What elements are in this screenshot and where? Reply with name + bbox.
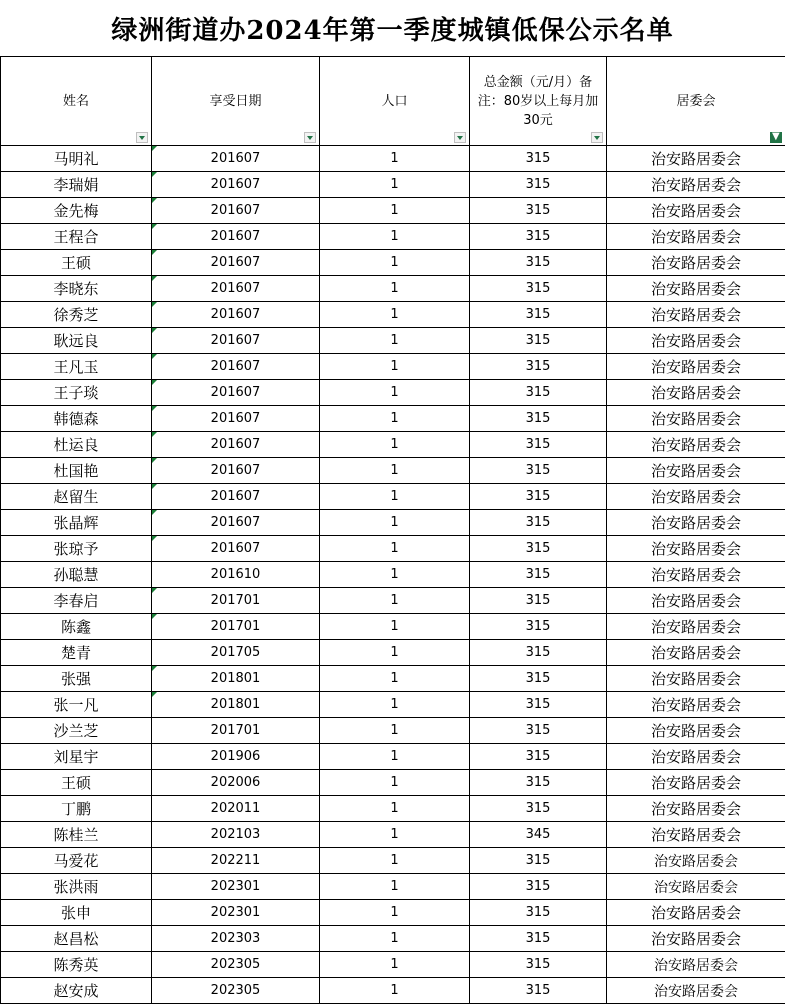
table-row <box>1 146 785 172</box>
cell-name[interactable]: 王子琰 <box>1 380 152 406</box>
filter-dropdown-icon[interactable] <box>591 132 603 143</box>
cell-committee[interactable]: 治安路居委会 <box>607 484 785 510</box>
table-row <box>1 458 785 484</box>
cell-date[interactable]: 202006 <box>152 770 320 796</box>
cell-date[interactable]: 202011 <box>152 796 320 822</box>
cell-committee[interactable]: 治安路居委会 <box>607 952 785 978</box>
cell-committee[interactable]: 治安路居委会 <box>607 406 785 432</box>
table-row <box>1 796 785 822</box>
cell-date[interactable]: 201607 <box>152 302 320 328</box>
cell-committee[interactable]: 治安路居委会 <box>607 744 785 770</box>
cell-people[interactable]: 1 <box>320 614 470 640</box>
table-row <box>1 406 785 432</box>
cell-committee[interactable]: 治安路居委会 <box>607 250 785 276</box>
cell-committee[interactable]: 治安路居委会 <box>607 432 785 458</box>
cell-people[interactable]: 1 <box>320 926 470 952</box>
table-row <box>1 588 785 614</box>
cell-people[interactable]: 1 <box>320 978 470 1004</box>
cell-date[interactable]: 201906 <box>152 744 320 770</box>
cell-date[interactable]: 201701 <box>152 588 320 614</box>
cell-name[interactable]: 孙聪慧 <box>1 562 152 588</box>
cell-name[interactable]: 杜国艳 <box>1 458 152 484</box>
cell-name[interactable]: 楚青 <box>1 640 152 666</box>
cell-name[interactable]: 王凡玉 <box>1 354 152 380</box>
cell-name[interactable]: 徐秀芝 <box>1 302 152 328</box>
cell-people[interactable]: 1 <box>320 536 470 562</box>
cell-committee[interactable]: 治安路居委会 <box>607 614 785 640</box>
cell-committee[interactable]: 治安路居委会 <box>607 328 785 354</box>
cell-name[interactable]: 金先梅 <box>1 198 152 224</box>
cell-amount[interactable]: 315 <box>470 432 607 458</box>
sheet-title: 绿洲街道办2024年第一季度城镇低保公示名单 <box>111 15 674 46</box>
cell-name[interactable]: 李晓东 <box>1 276 152 302</box>
cell-date[interactable]: 201607 <box>152 380 320 406</box>
cell-name[interactable]: 陈鑫 <box>1 614 152 640</box>
cell-people[interactable]: 1 <box>320 172 470 198</box>
cell-people[interactable]: 1 <box>320 458 470 484</box>
cell-amount[interactable]: 315 <box>470 562 607 588</box>
cell-name[interactable]: 张申 <box>1 900 152 926</box>
cell-amount[interactable]: 315 <box>470 666 607 692</box>
table-row <box>1 198 785 224</box>
cell-amount[interactable]: 315 <box>470 770 607 796</box>
cell-name[interactable]: 王硕 <box>1 770 152 796</box>
cell-people[interactable]: 1 <box>320 432 470 458</box>
cell-name[interactable]: 耿远良 <box>1 328 152 354</box>
cell-amount[interactable]: 315 <box>470 484 607 510</box>
cell-people[interactable]: 1 <box>320 276 470 302</box>
cell-committee[interactable]: 治安路居委会 <box>607 718 785 744</box>
table-row <box>1 276 785 302</box>
table-row <box>1 354 785 380</box>
cell-committee[interactable]: 治安路居委会 <box>607 302 785 328</box>
cell-people[interactable]: 1 <box>320 692 470 718</box>
cell-amount[interactable]: 315 <box>470 640 607 666</box>
cell-people[interactable]: 1 <box>320 666 470 692</box>
cell-name[interactable]: 马明礼 <box>1 146 152 172</box>
cell-people[interactable]: 1 <box>320 510 470 536</box>
cell-date[interactable]: 201607 <box>152 432 320 458</box>
cell-name[interactable]: 陈秀英 <box>1 952 152 978</box>
cell-date[interactable]: 201607 <box>152 224 320 250</box>
cell-date[interactable]: 201607 <box>152 250 320 276</box>
cell-people[interactable]: 1 <box>320 588 470 614</box>
cell-name[interactable]: 赵昌松 <box>1 926 152 952</box>
table-row <box>1 328 785 354</box>
cell-amount[interactable]: 315 <box>470 848 607 874</box>
cell-date[interactable]: 202301 <box>152 874 320 900</box>
table-row <box>1 536 785 562</box>
header-amount-label: 总金额（元/月）备注：80岁以上每月加30元 <box>477 74 599 128</box>
cell-amount[interactable]: 315 <box>470 328 607 354</box>
cell-name[interactable]: 张琼予 <box>1 536 152 562</box>
cell-amount[interactable]: 315 <box>470 692 607 718</box>
cell-committee[interactable]: 治安路居委会 <box>607 978 785 1004</box>
cell-amount[interactable]: 315 <box>470 354 607 380</box>
cell-name[interactable]: 赵安成 <box>1 978 152 1004</box>
cell-date[interactable]: 202303 <box>152 926 320 952</box>
cell-amount[interactable]: 315 <box>470 874 607 900</box>
table-body <box>1 146 785 1004</box>
cell-name[interactable]: 杜运良 <box>1 432 152 458</box>
cell-name[interactable]: 张晶辉 <box>1 510 152 536</box>
cell-people[interactable]: 1 <box>320 770 470 796</box>
table-row <box>1 484 785 510</box>
cell-people[interactable]: 1 <box>320 822 470 848</box>
cell-amount[interactable]: 315 <box>470 146 607 172</box>
cell-committee[interactable]: 治安路居委会 <box>607 380 785 406</box>
cell-name[interactable]: 张强 <box>1 666 152 692</box>
cell-date[interactable]: 202211 <box>152 848 320 874</box>
cell-date[interactable]: 201607 <box>152 406 320 432</box>
cell-committee[interactable]: 治安路居委会 <box>607 198 785 224</box>
cell-amount[interactable]: 315 <box>470 588 607 614</box>
table-row <box>1 640 785 666</box>
cell-name[interactable]: 沙兰芝 <box>1 718 152 744</box>
cell-people[interactable]: 1 <box>320 328 470 354</box>
cell-amount[interactable]: 315 <box>470 406 607 432</box>
cell-date[interactable]: 202305 <box>152 978 320 1004</box>
cell-committee[interactable]: 治安路居委会 <box>607 172 785 198</box>
cell-name[interactable]: 张一凡 <box>1 692 152 718</box>
cell-amount[interactable]: 315 <box>470 510 607 536</box>
cell-amount[interactable]: 345 <box>470 822 607 848</box>
cell-date[interactable]: 202305 <box>152 952 320 978</box>
cell-amount[interactable]: 315 <box>470 536 607 562</box>
cell-name[interactable]: 赵留生 <box>1 484 152 510</box>
cell-date[interactable]: 201705 <box>152 640 320 666</box>
table-row <box>1 952 785 978</box>
cell-date[interactable]: 201701 <box>152 718 320 744</box>
cell-amount[interactable]: 315 <box>470 380 607 406</box>
cell-amount[interactable]: 315 <box>470 744 607 770</box>
cell-committee[interactable]: 治安路居委会 <box>607 822 785 848</box>
cell-committee[interactable]: 治安路居委会 <box>607 536 785 562</box>
header-people[interactable] <box>320 57 470 146</box>
header-name-label: 姓名 <box>62 93 89 109</box>
cell-date[interactable]: 201607 <box>152 510 320 536</box>
cell-people[interactable]: 1 <box>320 198 470 224</box>
cell-people[interactable]: 1 <box>320 146 470 172</box>
filter-active-icon[interactable]: ▼ <box>770 132 782 143</box>
cell-committee[interactable]: 治安路居委会 <box>607 692 785 718</box>
table-row <box>1 874 785 900</box>
cell-date[interactable]: 201607 <box>152 172 320 198</box>
cell-committee[interactable]: 治安路居委会 <box>607 276 785 302</box>
table-row <box>1 224 785 250</box>
cell-name[interactable]: 李春启 <box>1 588 152 614</box>
cell-people[interactable]: 1 <box>320 250 470 276</box>
cell-committee[interactable]: 治安路居委会 <box>607 848 785 874</box>
cell-amount[interactable]: 315 <box>470 172 607 198</box>
cell-people[interactable]: 1 <box>320 952 470 978</box>
cell-people[interactable]: 1 <box>320 744 470 770</box>
cell-name[interactable]: 韩德森 <box>1 406 152 432</box>
cell-people[interactable]: 1 <box>320 848 470 874</box>
cell-amount[interactable]: 315 <box>470 224 607 250</box>
cell-date[interactable]: 201607 <box>152 458 320 484</box>
filter-dropdown-icon[interactable] <box>454 132 466 143</box>
cell-people[interactable]: 1 <box>320 900 470 926</box>
filter-dropdown-icon[interactable] <box>304 132 316 143</box>
cell-date[interactable]: 201607 <box>152 146 320 172</box>
cell-amount[interactable]: 315 <box>470 276 607 302</box>
cell-name[interactable]: 王硕 <box>1 250 152 276</box>
cell-date[interactable]: 201607 <box>152 536 320 562</box>
cell-people[interactable]: 1 <box>320 224 470 250</box>
cell-amount[interactable]: 315 <box>470 198 607 224</box>
cell-name[interactable]: 王程合 <box>1 224 152 250</box>
cell-date[interactable]: 201607 <box>152 198 320 224</box>
cell-date[interactable]: 201607 <box>152 328 320 354</box>
cell-amount[interactable]: 315 <box>470 978 607 1004</box>
table-row <box>1 692 785 718</box>
cell-people[interactable]: 1 <box>320 380 470 406</box>
table-row <box>1 380 785 406</box>
cell-date[interactable]: 201607 <box>152 276 320 302</box>
cell-name[interactable]: 陈桂兰 <box>1 822 152 848</box>
table-row <box>1 562 785 588</box>
cell-amount[interactable]: 315 <box>470 302 607 328</box>
cell-committee[interactable]: 治安路居委会 <box>607 926 785 952</box>
cell-amount[interactable]: 315 <box>470 796 607 822</box>
header-committee-label: 居委会 <box>676 93 716 109</box>
cell-amount[interactable]: 315 <box>470 900 607 926</box>
cell-committee[interactable]: 治安路居委会 <box>607 458 785 484</box>
cell-name[interactable]: 刘星宇 <box>1 744 152 770</box>
cell-committee[interactable]: 治安路居委会 <box>607 900 785 926</box>
cell-people[interactable]: 1 <box>320 302 470 328</box>
table-row <box>1 718 785 744</box>
cell-people[interactable]: 1 <box>320 640 470 666</box>
cell-committee[interactable]: 治安路居委会 <box>607 510 785 536</box>
table-row <box>1 848 785 874</box>
cell-date[interactable]: 201801 <box>152 666 320 692</box>
table-row <box>1 172 785 198</box>
cell-date[interactable]: 202301 <box>152 900 320 926</box>
cell-amount[interactable]: 315 <box>470 718 607 744</box>
header-committee[interactable] <box>607 57 785 146</box>
cell-committee[interactable]: 治安路居委会 <box>607 874 785 900</box>
filter-dropdown-icon[interactable] <box>136 132 148 143</box>
table-row <box>1 302 785 328</box>
header-people-label: 人口 <box>381 93 408 109</box>
cell-date[interactable]: 201701 <box>152 614 320 640</box>
table-row <box>1 614 785 640</box>
cell-date[interactable]: 201610 <box>152 562 320 588</box>
header-row <box>1 57 785 146</box>
cell-amount[interactable]: 315 <box>470 250 607 276</box>
table-row <box>1 432 785 458</box>
cell-amount[interactable]: 315 <box>470 952 607 978</box>
table-row <box>1 770 785 796</box>
cell-date[interactable]: 201607 <box>152 484 320 510</box>
cell-people[interactable]: 1 <box>320 354 470 380</box>
cell-name[interactable]: 丁鹏 <box>1 796 152 822</box>
cell-date[interactable]: 201801 <box>152 692 320 718</box>
cell-committee[interactable]: 治安路居委会 <box>607 146 785 172</box>
cell-people[interactable]: 1 <box>320 874 470 900</box>
cell-committee[interactable]: 治安路居委会 <box>607 562 785 588</box>
cell-committee[interactable]: 治安路居委会 <box>607 354 785 380</box>
cell-committee[interactable]: 治安路居委会 <box>607 224 785 250</box>
cell-people[interactable]: 1 <box>320 406 470 432</box>
table-row <box>1 250 785 276</box>
cell-committee[interactable]: 治安路居委会 <box>607 796 785 822</box>
cell-committee[interactable]: 治安路居委会 <box>607 770 785 796</box>
table-row <box>1 510 785 536</box>
header-amount[interactable] <box>470 57 607 146</box>
table-row <box>1 822 785 848</box>
cell-amount[interactable]: 315 <box>470 926 607 952</box>
cell-amount[interactable]: 315 <box>470 458 607 484</box>
cell-committee[interactable]: 治安路居委会 <box>607 640 785 666</box>
cell-people[interactable]: 1 <box>320 562 470 588</box>
header-date[interactable] <box>152 57 320 146</box>
cell-name[interactable]: 李瑞娟 <box>1 172 152 198</box>
cell-people[interactable]: 1 <box>320 484 470 510</box>
table-row <box>1 926 785 952</box>
cell-people[interactable]: 1 <box>320 796 470 822</box>
cell-date[interactable]: 202103 <box>152 822 320 848</box>
cell-name[interactable]: 张洪雨 <box>1 874 152 900</box>
header-name[interactable] <box>1 57 152 146</box>
table-row <box>1 978 785 1004</box>
table-row <box>1 900 785 926</box>
cell-committee[interactable]: 治安路居委会 <box>607 588 785 614</box>
cell-amount[interactable]: 315 <box>470 614 607 640</box>
cell-name[interactable]: 马爱花 <box>1 848 152 874</box>
cell-date[interactable]: 201607 <box>152 354 320 380</box>
cell-people[interactable]: 1 <box>320 718 470 744</box>
header-date-label: 享受日期 <box>209 93 262 109</box>
table-row <box>1 666 785 692</box>
table-row <box>1 744 785 770</box>
cell-committee[interactable]: 治安路居委会 <box>607 666 785 692</box>
data-table <box>0 56 785 1004</box>
